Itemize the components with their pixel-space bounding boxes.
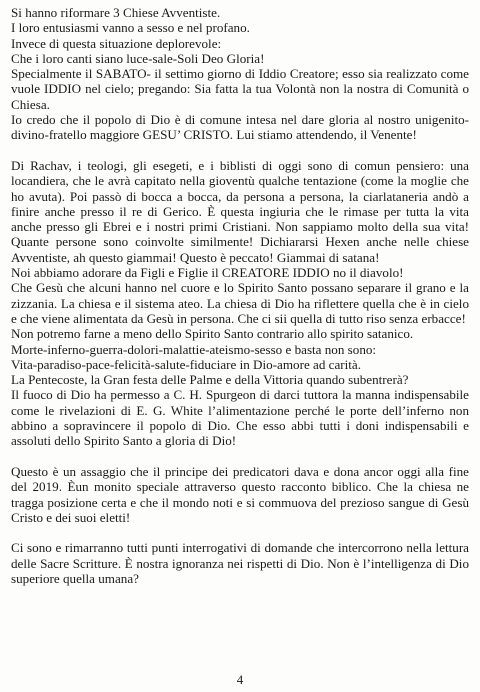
text-line: Che Gesù che alcuni hanno nel cuore e lo Spirito Santo possano separare il grano e la zizzania. La chiesa e il sistema ateo. La chiesa di Dio ha riflettere quella che è in cielo e che viene alimentata da Gesù in persona. Che ci sii quella di tutto riso senza erbacce! bbox=[11, 280, 469, 326]
text-line: Ci sono e rimarranno tutti punti interrogativi di domande che intercorrono nella lettura delle Sacre Scritture. È nostra ignoranza nei rispetti di Dio. Non è l’intelligenza di Dio superiore quella umana? bbox=[11, 540, 469, 586]
paragraph-gap bbox=[11, 143, 469, 158]
text-line: Questo è un assaggio che il principe dei predicatori dava e dona ancor oggi alla fine del 2019. Èun monito speciale attraverso questo racconto biblico. Che la chiesa ne tragga posizione certa e che il mondo noti e si commuova del prezioso sangue di Gesù Cristo e dei suoi eletti! bbox=[11, 463, 469, 525]
paragraph-gap bbox=[11, 525, 469, 540]
text-line: Noi abbiamo adorare da Figli e Figlie il CREATORE IDDIO no il diavolo! bbox=[11, 265, 404, 281]
paragraph-gap bbox=[11, 449, 469, 464]
text-line: Che i loro canti siano luce-sale-Soli Deo Gloria! bbox=[11, 50, 265, 66]
page-number: 4 bbox=[236, 672, 244, 687]
text-line: Di Rachav, i teologi, gli esegeti, e i biblisti di oggi sono di comun pensiero: una locandiera, che le avrà capitato nella gioventù qualche tentazione (come la moglie che ho avuta). Poi passò di bocca a bocca, da persona a persona, la ciarlataneria andò a finire anche presso il re di Gerico. È questa ingiuria che le rimase per tutta la vita anche presso gli Ebrei e i nostri primi Cristiani. Non sappiamo molto della sua vita! Quante persone sono coinvolte similmente! Dichiararsi Hexen anche nelle chiese Avventiste, ah questo giammai! Questo è peccato! Giammai di satana! bbox=[11, 157, 469, 265]
text-line: Io credo che il popolo di Dio è di comune intesa nel dare gloria al nostro unigenito-divino-fratello maggiore GESU’ CRISTO. Lui stiamo attendendo, il Venente! bbox=[11, 112, 469, 143]
text-line: Il fuoco di Dio ha permesso a C. H. Spurgeon di darci tuttora la manna indispensabile come le rivelazioni di E. G. White l’alimentazione perché le porte dell’inferno non abbino a sopravincere il popolo di Dio. Che esso abbi tutti i doni indispensabili e assoluti dello Spirito Santo a gloria di Dio! bbox=[11, 387, 469, 449]
document-body bbox=[11, 5, 469, 586]
text-line: Si hanno riformare 3 Chiese Avventiste. bbox=[11, 5, 221, 20]
text-line: Vita-paradiso-pace-felicità-salute-fiduciare in Dio-amore ad carità. bbox=[11, 356, 362, 372]
text-line: Morte-inferno-guerra-dolori-malattie-ateismo-sesso e basta non sono: bbox=[11, 341, 377, 357]
text-line: Non potremo farne a meno dello Spirito Santo contrario allo spirito satanico. bbox=[11, 326, 414, 342]
text-line: Invece di questa situazione deplorevole: bbox=[11, 35, 222, 51]
text-line: I loro entusiasmi vanno a sesso e nel profano. bbox=[11, 20, 250, 36]
text-line: Specialmente il SABATO- il settimo giorno di Iddio Creatore; esso sia realizzato come vuole IDDIO nel cielo; pregando: Sia fatta la tua Volontà non la nostra di Comunità o Chiesa. bbox=[11, 66, 469, 112]
text-line: La Pentecoste, la Gran festa delle Palme e della Vittoria quando subentrerà? bbox=[11, 372, 409, 388]
